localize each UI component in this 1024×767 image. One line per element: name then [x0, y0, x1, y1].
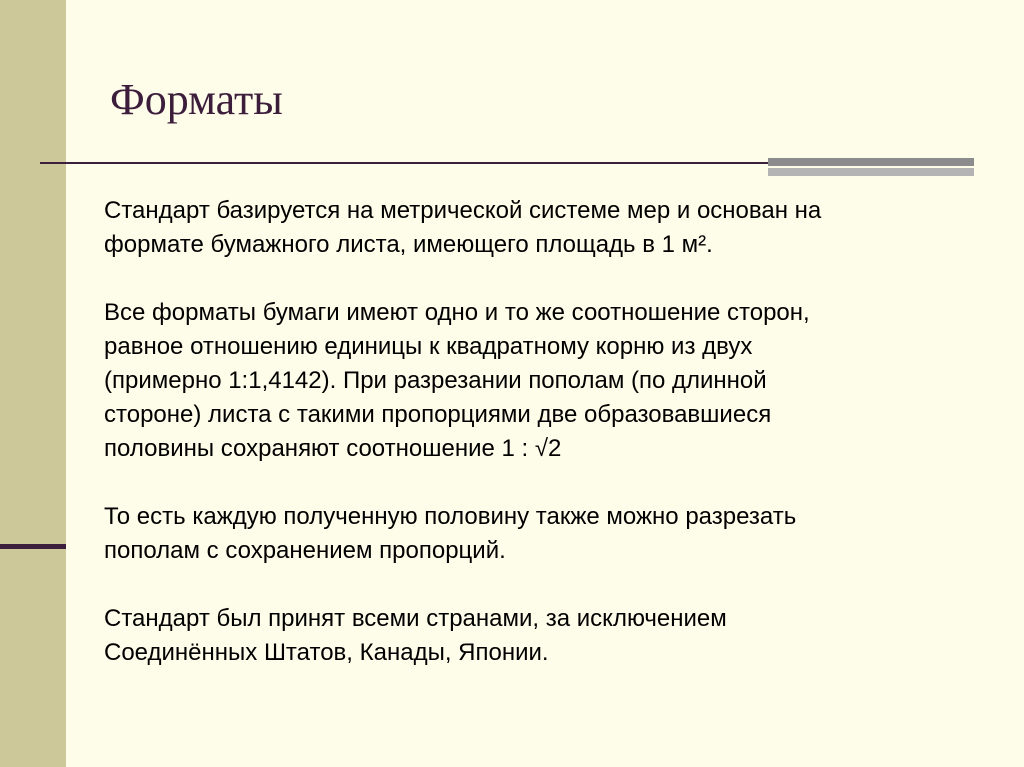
- paragraph-aspect-ratio: [104, 296, 984, 466]
- body-line: половины сохраняют соотношение 1 : √2: [104, 435, 562, 462]
- body-line: То есть каждую полученную половину также можно разрезать: [104, 503, 797, 530]
- body-line: (примерно 1:1,4142). При разрезании пополам (по длинной: [104, 367, 767, 394]
- slide-title: Форматы: [110, 75, 283, 124]
- title-divider: [40, 162, 780, 164]
- divider-accent-bar-dark: [768, 158, 974, 166]
- body-line: стороне) листа с такими пропорциями две образовавшиеся: [104, 401, 772, 428]
- body-line: равное отношению единицы к квадратному корню из двух: [104, 333, 753, 360]
- paragraph-adoption: [104, 602, 984, 670]
- slide-body: [104, 194, 984, 670]
- divider-accent-bar-light: [768, 168, 974, 176]
- paragraph-standard-basis: [104, 194, 984, 262]
- body-line: Стандарт базируется на метрической системе мер и основан на: [104, 197, 822, 224]
- left-decorative-band: [0, 0, 66, 767]
- body-line: Соединённых Штатов, Канады, Японии.: [104, 639, 549, 666]
- paragraph-halving: [104, 500, 984, 568]
- body-line: пополам с сохранением пропорций.: [104, 537, 506, 564]
- body-line: формате бумажного листа, имеющего площадь в 1 м².: [104, 231, 713, 258]
- divider-accent: [768, 158, 974, 176]
- left-accent-bar: [0, 544, 66, 549]
- body-line: Стандарт был принят всеми странами, за исключением: [104, 605, 727, 632]
- body-line: Все форматы бумаги имеют одно и то же соотношение сторон,: [104, 299, 810, 326]
